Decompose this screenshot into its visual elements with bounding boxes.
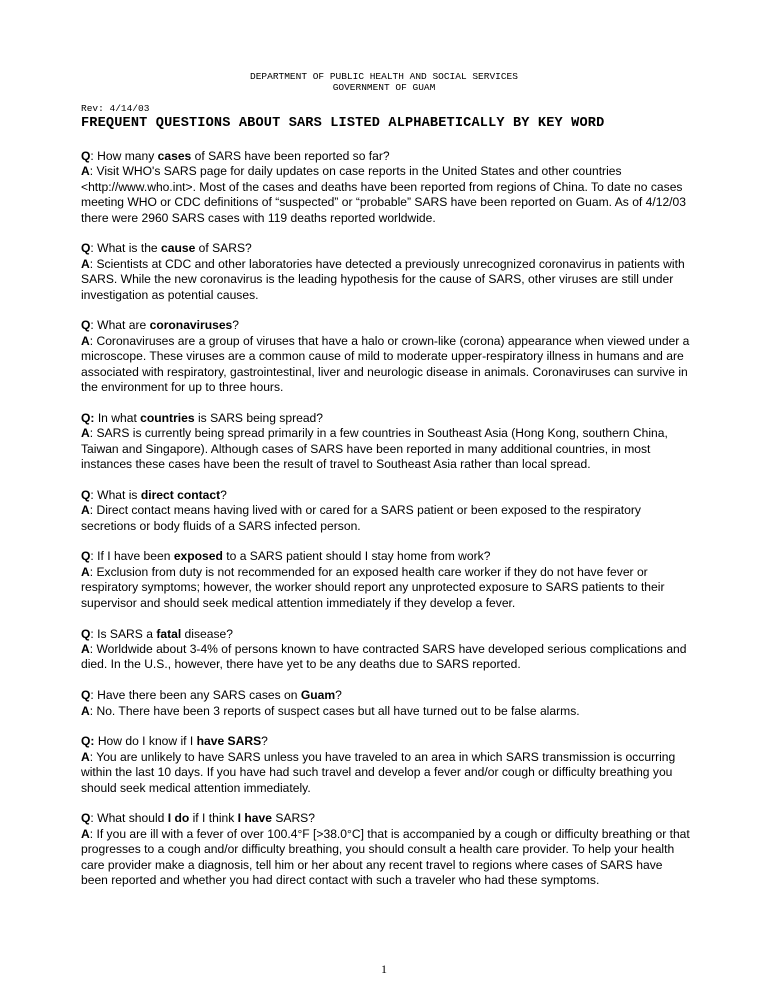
keyword: have SARS xyxy=(196,734,262,749)
question: Q: How many cases of SARS have been reported so far? xyxy=(81,149,390,163)
keyword: countries xyxy=(140,410,195,425)
answer: A: Worldwide about 3-4% of persons known to have contracted SARS have developed serious complications and died. In the U.S., however, there have yet to be any deaths due to SARS reported. xyxy=(81,641,687,672)
answer: A: Direct contact means having lived with or cared for a SARS patient or been exposed to the respiratory secretions or body fluids of a SARS infected person. xyxy=(81,503,641,533)
question-label: Q xyxy=(81,149,91,163)
answer: A: Exclusion from duty is not recommended for an exposed health care worker if they do not have fever or respiratory symptoms; however, the worker should report any unprotected exposure to SARS patients to their supervisor and should seek medical attention immediately if they develop a fever. xyxy=(81,564,665,610)
faq-item-fatal xyxy=(81,627,691,673)
keyword: cases xyxy=(157,149,192,163)
faq-list xyxy=(81,149,691,904)
question: Q: Is SARS a fatal disease? xyxy=(81,626,233,641)
answer-label: A xyxy=(81,703,90,718)
question-label: Q xyxy=(81,410,91,425)
question-label: Q xyxy=(81,318,91,333)
faq-item-countries xyxy=(81,411,691,473)
question-label: Q xyxy=(81,549,91,564)
faq-item-have-sars xyxy=(81,734,691,796)
question-label: Q xyxy=(81,626,91,641)
keyword: I do xyxy=(167,811,190,826)
answer-label: A xyxy=(81,641,90,656)
answer: A: SARS is currently being spread primarily in a few countries in Southeast Asia (Hong Kong, southern China, Taiwan and Singapore). Although cases of SARS have been reported in many additional countries, in most instances these cases have been the result of travel to Southeast Asia rather than local spread. xyxy=(81,426,668,472)
answer: A: Scientists at CDC and other laboratories have detected a previously unrecognized coronavirus in patients with SARS. While the new coronavirus is the leading hypothesis for the cause of SARS, other viruses are still under investigation as potential causes. xyxy=(81,256,685,302)
answer: A: Coronaviruses are a group of viruses that have a halo or crown-like (corona) appearance when viewed under a microscope. These viruses are a common cause of mild to moderate upper-respiratory illness in humans and are associated with respiratory, gastrointestinal, liver and neurologic disease in animals. Coronaviruses can survive in the environment for up to three hours. xyxy=(81,333,690,395)
answer-label: A xyxy=(81,826,90,841)
question: Q: Have there been any SARS cases on Guam? xyxy=(81,688,342,703)
keyword: exposed xyxy=(173,549,223,564)
page-title: FREQUENT QUESTIONS ABOUT SARS LISTED ALPHABETICALLY BY KEY WORD xyxy=(81,116,605,131)
revision-date: Rev: 4/14/03 xyxy=(81,103,150,114)
answer: A: If you are ill with a fever of over 100.4°F [>38.0°C] that is accompanied by a cough or difficulty breathing or that progresses to a cough and/or difficulty breathing, you should consult a health care provider. To help your health care provider make a diagnosis, tell him or her about any recent travel to regions where cases of SARS have been reported and whether you had direct contact with such a traveler who had these symptoms. xyxy=(81,826,690,887)
answer-label: A xyxy=(81,749,90,764)
question: Q: What is the cause of SARS? xyxy=(81,241,252,256)
answer-label: A xyxy=(81,503,90,518)
question: Q: If I have been exposed to a SARS patient should I stay home from work? xyxy=(81,549,491,564)
answer: A: You are unlikely to have SARS unless you have traveled to an area in which SARS transmission is occurring within the last 10 days. If you have had such travel and develop a fever and/or cough or difficulty breathing you should seek medical attention immediately. xyxy=(81,749,676,795)
answer-label: A xyxy=(81,564,90,579)
faq-item-cause xyxy=(81,241,691,303)
faq-item-i-do xyxy=(81,811,691,888)
question-label: Q xyxy=(81,734,91,749)
question-label: Q xyxy=(81,811,91,826)
department-header: DEPARTMENT OF PUBLIC HEALTH AND SOCIAL SERVICES xyxy=(250,71,518,82)
keyword: fatal xyxy=(156,626,182,641)
question: Q: What is direct contact? xyxy=(81,487,227,502)
answer-label: A xyxy=(81,164,90,179)
answer-label: A xyxy=(81,426,90,441)
question-label: Q xyxy=(81,688,91,703)
question-label: Q xyxy=(81,241,91,256)
keyword: cause xyxy=(161,241,196,256)
keyword: I have xyxy=(237,811,272,826)
question: Q: What are coronaviruses? xyxy=(81,318,240,333)
question-label: Q xyxy=(81,487,91,502)
question: Q: In what countries is SARS being spread? xyxy=(81,410,324,425)
answer-label: A xyxy=(81,333,90,348)
faq-item-direct-contact xyxy=(81,488,691,534)
faq-item-cases xyxy=(81,149,691,226)
answer-label: A xyxy=(81,256,90,271)
question: Q: What should I do if I think I have SARS? xyxy=(81,811,315,826)
keyword: coronaviruses xyxy=(149,318,233,333)
question: Q: How do I know if I have SARS? xyxy=(81,734,268,749)
faq-item-exposed xyxy=(81,549,691,611)
faq-item-coronaviruses xyxy=(81,318,691,395)
faq-item-guam xyxy=(81,688,691,719)
keyword: direct contact xyxy=(140,487,221,502)
keyword: Guam xyxy=(300,688,336,703)
government-header: GOVERNMENT OF GUAM xyxy=(332,82,436,93)
answer: A: Visit WHO's SARS page for daily updates on case reports in the United States and other countries <http://www.who.int>. Most of the cases and deaths have been reported from regions of China. To date no cases meeting WHO or CDC definitions of “suspected” or “probable” SARS have been reported on Guam. As of 4/12/03 there were 2960 SARS cases with 119 deaths reported worldwide. xyxy=(81,164,686,225)
page-number: 1 xyxy=(381,962,387,976)
answer: A: No. There have been 3 reports of suspect cases but all have turned out to be false alarms. xyxy=(81,703,580,718)
